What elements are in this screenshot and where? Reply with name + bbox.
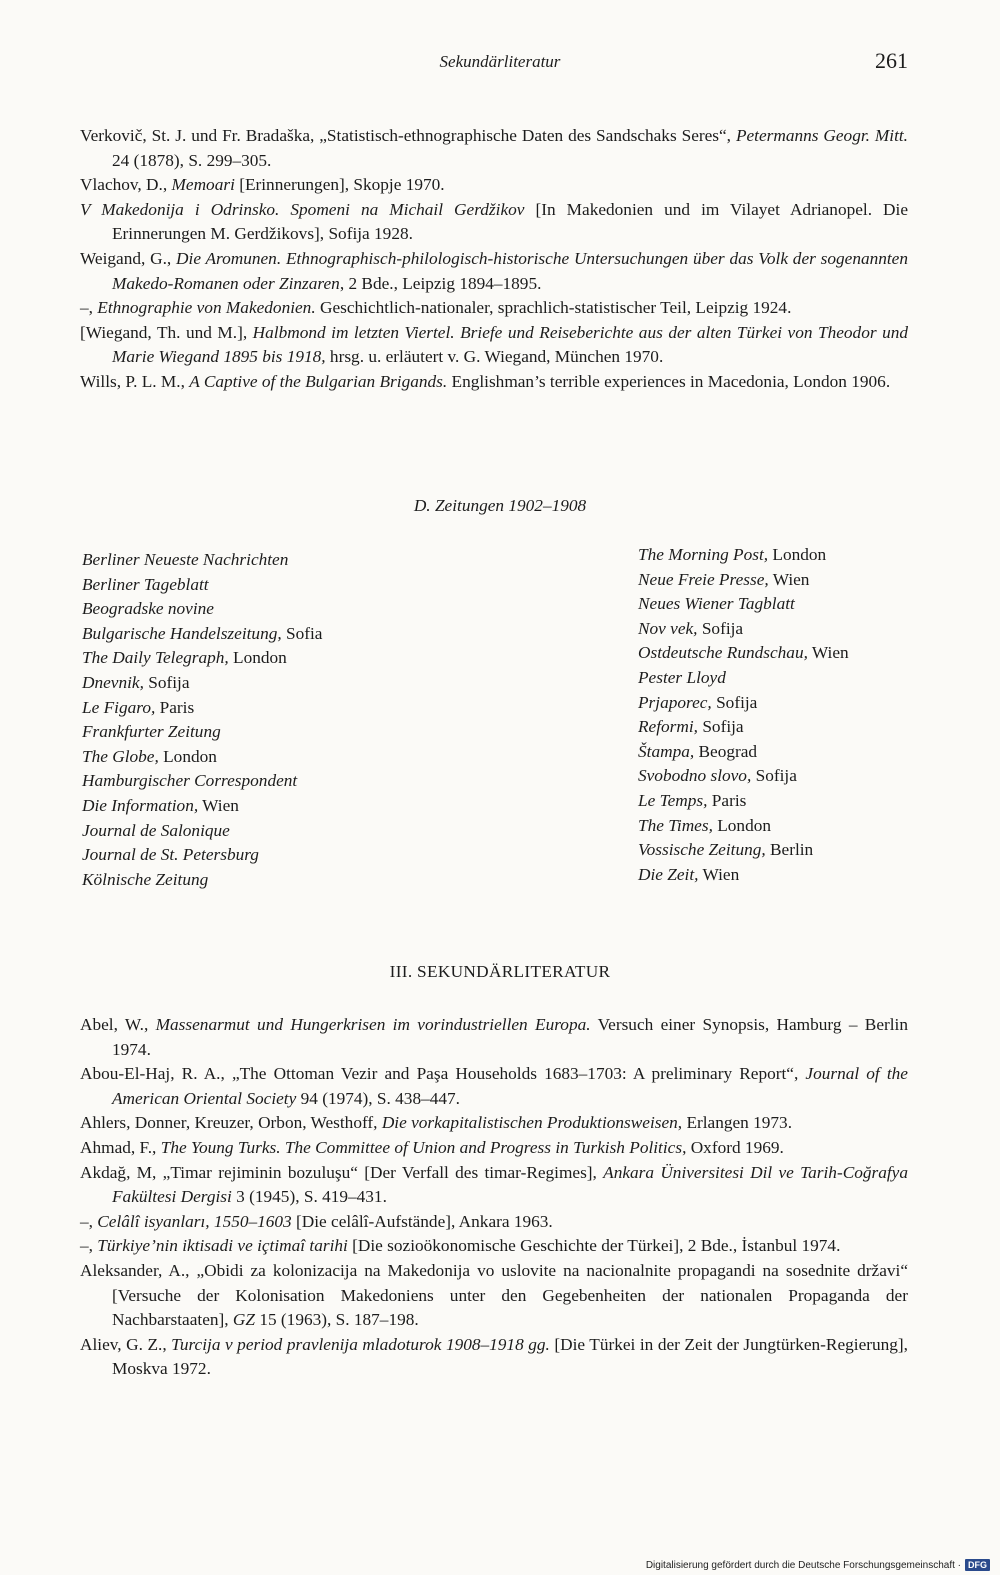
entry-text: Versuch einer Synopsis, Hamburg – Berlin 1974. <box>112 1015 908 1059</box>
entry-title: Ethnographie von Makedonien. <box>97 298 316 318</box>
newspaper-title: Journal de St. Petersburg <box>82 845 259 865</box>
newspaper-item <box>82 597 562 622</box>
entry-text: Verkovič, St. J. und Fr. Bradaška, „Statistisch-ethnographische Daten des Sandschaks Seres“, <box>80 126 736 145</box>
newspaper-title: Journal de Salonique <box>82 820 230 840</box>
newspaper-title: Štampa, <box>638 741 695 761</box>
entry-text: 24 (1878), S. 299–305. <box>112 150 272 170</box>
newspaper-item <box>638 789 958 814</box>
newspaper-title: Reformi, <box>638 717 698 737</box>
bib-entry <box>80 247 908 296</box>
dfg-logo: DFG <box>965 1559 990 1571</box>
entry-title: Die vorkapitalistischen Produktionsweisen <box>381 1113 678 1133</box>
bib-entry <box>80 1210 908 1235</box>
entry-title: Die Aromunen. Ethnographisch-philologisch-historische Untersuchungen über das Volk der sogenannten Makedo-Romanen oder Zinzaren <box>112 248 908 293</box>
newspaper-title: Kölnische Zeitung <box>82 869 209 889</box>
newspaper-item <box>638 814 958 839</box>
newspaper-place: Beograd <box>694 741 758 761</box>
entry-title: Massenarmut und Hungerkrisen im vorindustriellen Europa. <box>155 1015 591 1034</box>
entry-text: Vlachov, D., <box>80 175 172 195</box>
newspaper-title: Ostdeutsche Rundschau, <box>638 643 808 663</box>
newspaper-place: Wien <box>807 643 849 663</box>
bib-entry <box>80 1161 908 1210</box>
newspaper-item <box>82 769 562 794</box>
entry-text: Aliev, G. Z., <box>80 1334 172 1354</box>
newspaper-title: Berliner Neueste Nachrichten <box>82 550 289 569</box>
newspaper-place: Sofija <box>698 717 744 737</box>
newspaper-item <box>82 794 562 819</box>
entry-text: Akdağ, M, „Timar rejiminin bozuluşu“ [Der Verfall des timar-Regimes], <box>80 1162 604 1182</box>
newspaper-item <box>638 715 958 740</box>
page-number: 261 <box>875 48 908 73</box>
newspaper-item <box>82 720 562 745</box>
newspaper-title: Frankfurter Zeitung <box>82 722 221 742</box>
newspaper-title: The Times, <box>638 815 713 835</box>
newspaper-item <box>638 543 958 568</box>
newspaper-place: Sofija <box>697 618 744 638</box>
entry-text: Aleksander, A., „Obidi za kolonizacija na Makedonija vo uslovite na nacionalnite propagandi na sosednite državi“ [Versuche der Kolonisation Makedoniens unter den Gegebenheiten der nationalen Propaganda der Nachbarstaaten], <box>80 1260 908 1330</box>
entry-title: Turcija v period pravlenija mladoturok 1908–1918 gg. <box>171 1334 550 1354</box>
entry-text: [Erinnerungen], Skopje 1970. <box>234 175 445 195</box>
bib-entry <box>80 321 908 370</box>
digitization-footer <box>646 1559 990 1571</box>
newspaper-item <box>82 622 562 647</box>
newspaper-title: Berliner Tageblatt <box>82 574 209 594</box>
newspaper-title: Neue Freie Presse, <box>638 569 769 589</box>
entry-text: Geschichtlich-nationaler, sprachlich-statistischer Teil, Leipzig 1924. <box>315 298 792 318</box>
bib-entry <box>80 198 908 247</box>
newspaper-title: Le Temps, <box>638 790 708 810</box>
newspaper-title: Die Information, <box>82 795 199 815</box>
newspaper-item <box>638 863 958 888</box>
newspaper-title: The Morning Post, <box>638 545 769 564</box>
section-heading-secondary: III. SEKUNDÄRLITERATUR <box>389 962 611 981</box>
entry-title: Halbmond im letzten Viertel. Briefe und Reiseberichte aus der alten Türkei von Theodor und Marie Wiegand 1895 bis 1918, <box>112 322 908 367</box>
bib-entry <box>80 296 908 321</box>
newspaper-item <box>82 745 562 770</box>
newspaper-item <box>638 666 958 691</box>
newspaper-place: Paris <box>155 697 195 717</box>
newspaper-item <box>82 843 562 868</box>
bib-entry <box>80 1062 908 1111</box>
entry-text: , Erlangen 1973. <box>677 1113 793 1133</box>
newspaper-item <box>82 868 562 893</box>
entry-text: 3 (1945), S. 419–431. <box>231 1187 387 1207</box>
entry-title: Memoari <box>171 175 235 195</box>
newspaper-place: Sofija <box>751 766 797 786</box>
section-heading-newspapers: D. Zeitungen 1902–1908 <box>413 496 587 515</box>
newspaper-title: Die Zeit, <box>638 864 699 884</box>
entry-text: –, <box>80 298 98 318</box>
entry-text: –, <box>80 1211 98 1231</box>
newspaper-item <box>82 696 562 721</box>
bib-entry <box>80 1136 908 1161</box>
newspaper-place: Wien <box>768 569 810 589</box>
bib-entry <box>80 1333 908 1382</box>
entry-text: –, <box>80 1236 98 1256</box>
newspaper-list-right <box>638 543 958 887</box>
entry-text: [Die sozioökonomische Geschichte der Türkei], 2 Bde., İstanbul 1974. <box>347 1236 841 1256</box>
newspaper-title: Vossische Zeitung, <box>638 840 766 860</box>
bib-entry <box>80 1013 908 1062</box>
newspaper-place: Paris <box>707 790 747 810</box>
newspaper-place: Sofija <box>711 692 758 712</box>
newspaper-item <box>638 641 958 666</box>
entry-title: GZ <box>232 1310 255 1330</box>
newspaper-title: Svobodno slovo, <box>638 766 752 786</box>
entry-text: 94 (1974), S. 438–447. <box>296 1088 460 1108</box>
entry-text: Weigand, G., <box>80 248 177 268</box>
newspaper-item <box>638 568 958 593</box>
entry-text: [In Makedonien und im Vilayet Adrianopel. Die Erinnerungen M. Gerdžikovs], Sofija 1928. <box>112 199 909 244</box>
newspaper-item <box>638 691 958 716</box>
newspaper-place: London <box>768 545 827 564</box>
newspaper-place: Wien <box>198 795 239 815</box>
newspaper-title: Nov vek, <box>638 618 698 638</box>
newspaper-title: Bulgarische Handelszeitung, <box>82 623 282 643</box>
newspaper-place: London <box>712 815 771 835</box>
entry-title: The Young Turks. The Committee of Union and Progress in Turkish Politics <box>160 1137 683 1157</box>
entry-text: , 2 Bde., Leipzig 1894–1895. <box>339 273 542 293</box>
entry-text: Englishman’s terrible experiences in Macedonia, London 1906. <box>447 371 891 391</box>
entry-text: Wills, P. L. M., <box>80 371 190 391</box>
newspaper-title: The Globe, <box>82 746 159 766</box>
entry-title: A Captive of the Bulgarian Brigands. <box>189 371 448 391</box>
footer-text: Digitalisierung gefördert durch die Deutsche Forschungsgemeinschaft · <box>645 1559 961 1571</box>
entry-text: Ahlers, Donner, Kreuzer, Orbon, Westhoff, <box>80 1113 382 1133</box>
newspaper-title: Prjaporec, <box>638 692 712 712</box>
entry-title: Ankara Üniversitesi Dil ve Tarih-Coğrafya Fakültesi Dergisi <box>112 1162 908 1207</box>
newspaper-place: Sofija <box>143 672 190 692</box>
newspaper-item <box>638 592 958 617</box>
newspaper-title: Neues Wiener Tagblatt <box>638 594 795 614</box>
newspaper-place: Sofia <box>281 623 323 643</box>
newspaper-place: London <box>228 648 287 668</box>
newspaper-title: Le Figaro, <box>82 697 156 717</box>
bib-entry <box>80 1111 908 1136</box>
entry-title: Celâlî isyanları, 1550–1603 <box>97 1211 292 1231</box>
newspaper-item <box>638 838 958 863</box>
entry-text: Abel, W., <box>80 1015 156 1034</box>
newspaper-place: Wien <box>698 864 740 884</box>
newspaper-place: Berlin <box>765 840 814 860</box>
entry-text: Ahmad, F., <box>80 1137 161 1157</box>
newspaper-place: London <box>158 746 217 766</box>
entry-text: [Die celâlî-Aufstände], Ankara 1963. <box>291 1211 553 1231</box>
newspaper-item <box>82 548 562 573</box>
newspaper-item <box>82 671 562 696</box>
newspaper-item <box>82 819 562 844</box>
entry-text: hrsg. u. erläutert v. G. Wiegand, München 1970. <box>325 347 664 367</box>
entry-text: Abou-El-Haj, R. A., „The Ottoman Vezir and Paşa Households 1683–1703: A preliminary Report“, <box>80 1064 806 1084</box>
newspaper-title: Hamburgischer Correspondent <box>82 771 298 791</box>
entry-text: [Wiegand, Th. und M.], <box>80 322 253 342</box>
entry-text: 15 (1963), S. 187–198. <box>255 1310 419 1330</box>
newspaper-item <box>82 573 562 598</box>
newspaper-item <box>638 764 958 789</box>
bibliography-top <box>80 124 908 395</box>
running-head: Sekundärliteratur <box>439 52 561 71</box>
bib-entry <box>80 1259 908 1333</box>
newspaper-title: Beogradske novine <box>82 599 214 619</box>
bib-entry <box>80 1234 908 1259</box>
entry-title: Journal of the American Oriental Society <box>112 1064 908 1108</box>
bibliography-secondary <box>80 1013 908 1382</box>
newspaper-item <box>638 740 958 765</box>
entry-title: Petermanns Geogr. Mitt. <box>735 126 909 145</box>
newspaper-list-left <box>82 548 562 892</box>
entry-title: V Makedonija i Odrinsko. Spomeni na Michail Gerdžikov <box>80 199 525 219</box>
newspaper-title: The Daily Telegraph, <box>82 648 229 668</box>
entry-title: Türkiye’nin iktisadi ve içtimaî tarihi <box>97 1236 348 1256</box>
newspaper-title: Pester Lloyd <box>638 667 726 687</box>
entry-text: [Die Türkei in der Zeit der Jungtürken-Regierung], Moskva 1972. <box>112 1334 908 1379</box>
newspaper-item <box>638 617 958 642</box>
bib-entry <box>80 124 908 173</box>
newspaper-title: Dnevnik, <box>82 672 144 692</box>
entry-text: , Oxford 1969. <box>682 1137 784 1157</box>
bib-entry <box>80 370 908 395</box>
newspaper-item <box>82 646 562 671</box>
bib-entry <box>80 173 908 198</box>
